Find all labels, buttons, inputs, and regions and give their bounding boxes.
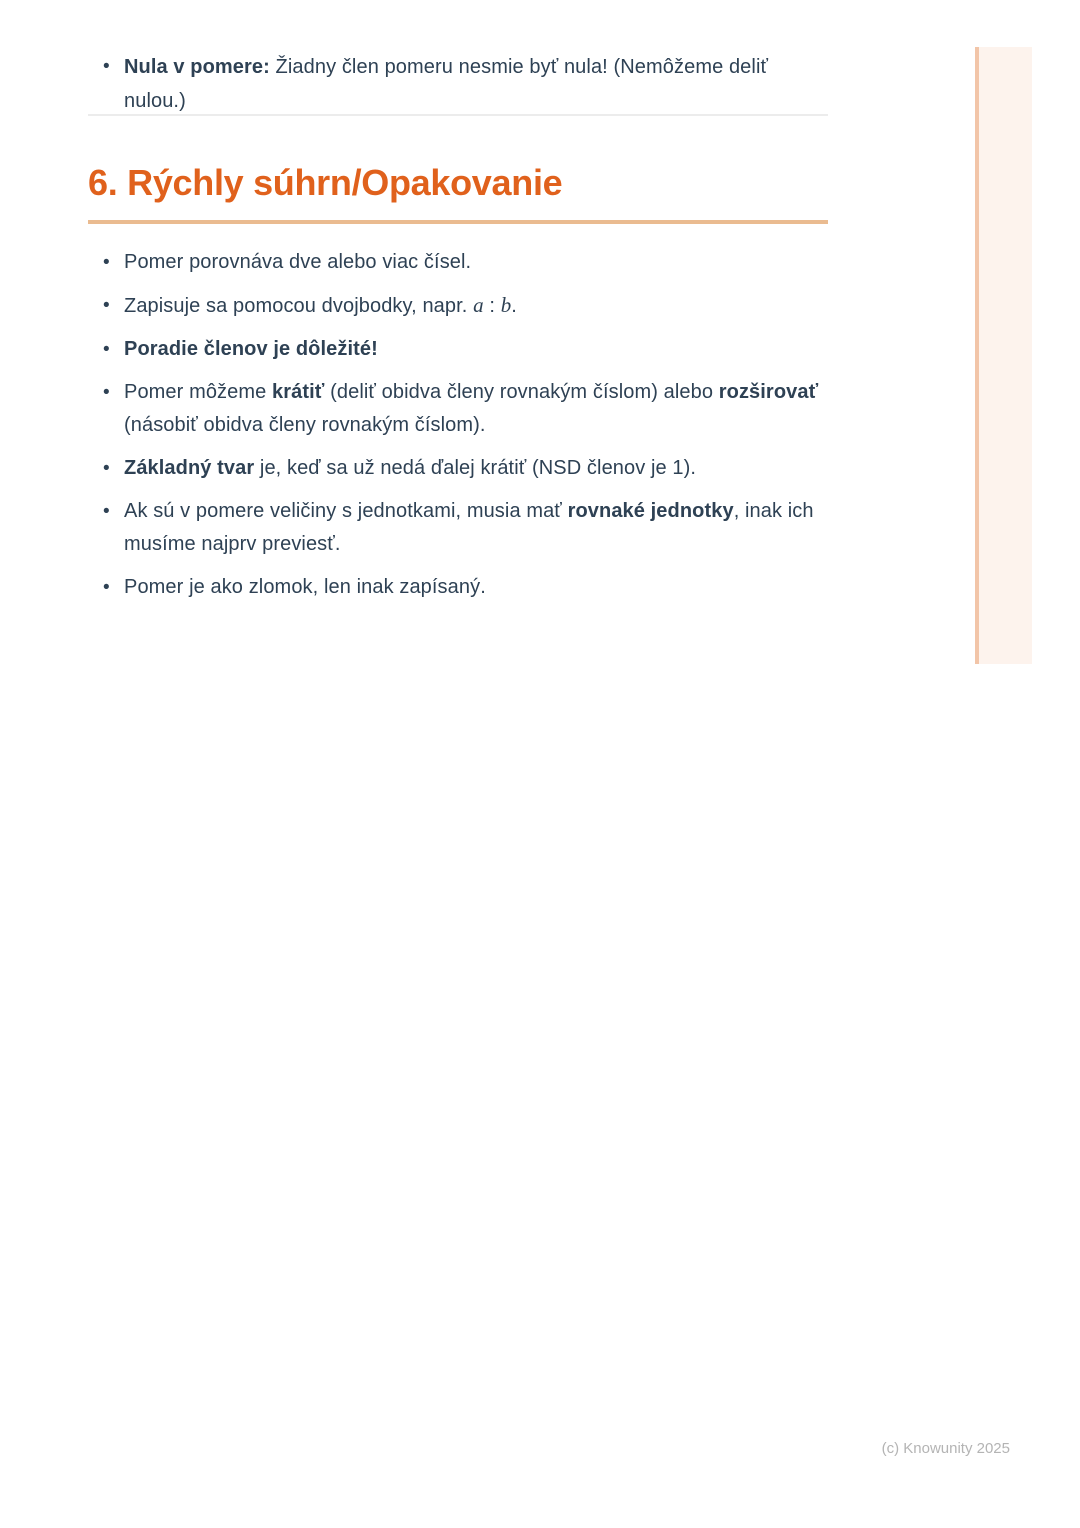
text-segment: (násobiť obidva členy rovnakým číslom). (124, 414, 486, 436)
list-item (88, 495, 828, 561)
bold-text-segment: Poradie členov je dôležité! (124, 338, 378, 360)
copyright-footer: (c) Knowunity 2025 (881, 1440, 1010, 1457)
text-segment: : (483, 295, 501, 317)
list-item (88, 376, 828, 442)
text-segment: Ak sú v pomere veličiny s jednotkami, musia mať (124, 500, 568, 522)
bold-text-segment: rovnaké jednotky (567, 500, 734, 522)
list-item (88, 452, 828, 485)
math-variable: a (473, 293, 484, 317)
text-segment: Žiadny člen pomeru nesmie byť nula! (Nemôžeme deliť nulou.) (124, 56, 769, 112)
text-segment: Zapisuje sa pomocou dvojbodky, napr. (124, 295, 474, 317)
summary-bullet-list (88, 246, 828, 614)
intro-bullet-list (88, 50, 828, 118)
bold-text-segment: Nula v pomere: (124, 56, 270, 78)
text-segment: je, keď sa už nedá ďalej krátiť (NSD členov je 1). (254, 457, 697, 479)
list-item (88, 246, 828, 279)
math-variable: b (500, 293, 512, 317)
text-segment: Pomer je ako zlomok, len inak zapísaný. (124, 576, 486, 598)
right-accent-bar (975, 47, 1032, 664)
list-item (88, 571, 828, 604)
text-segment: . (511, 295, 517, 317)
text-segment: Pomer môžeme (124, 381, 273, 403)
text-segment: , inak ich musíme najprv previesť. (124, 500, 814, 555)
text-segment: (deliť obidva členy rovnakým číslom) alebo (324, 381, 719, 403)
bold-text-segment: krátiť (272, 381, 325, 403)
section-title: 6. Rýchly súhrn/Opakovanie (88, 162, 563, 203)
section-divider (88, 114, 828, 116)
bold-text-segment: Základný tvar (124, 457, 255, 479)
list-item (88, 289, 828, 323)
list-item (88, 333, 828, 366)
text-segment: Pomer porovnáva dve alebo viac čísel. (124, 251, 472, 273)
bold-text-segment: rozširovať (718, 381, 819, 403)
section-title-rule (88, 220, 828, 224)
list-item (88, 50, 828, 118)
